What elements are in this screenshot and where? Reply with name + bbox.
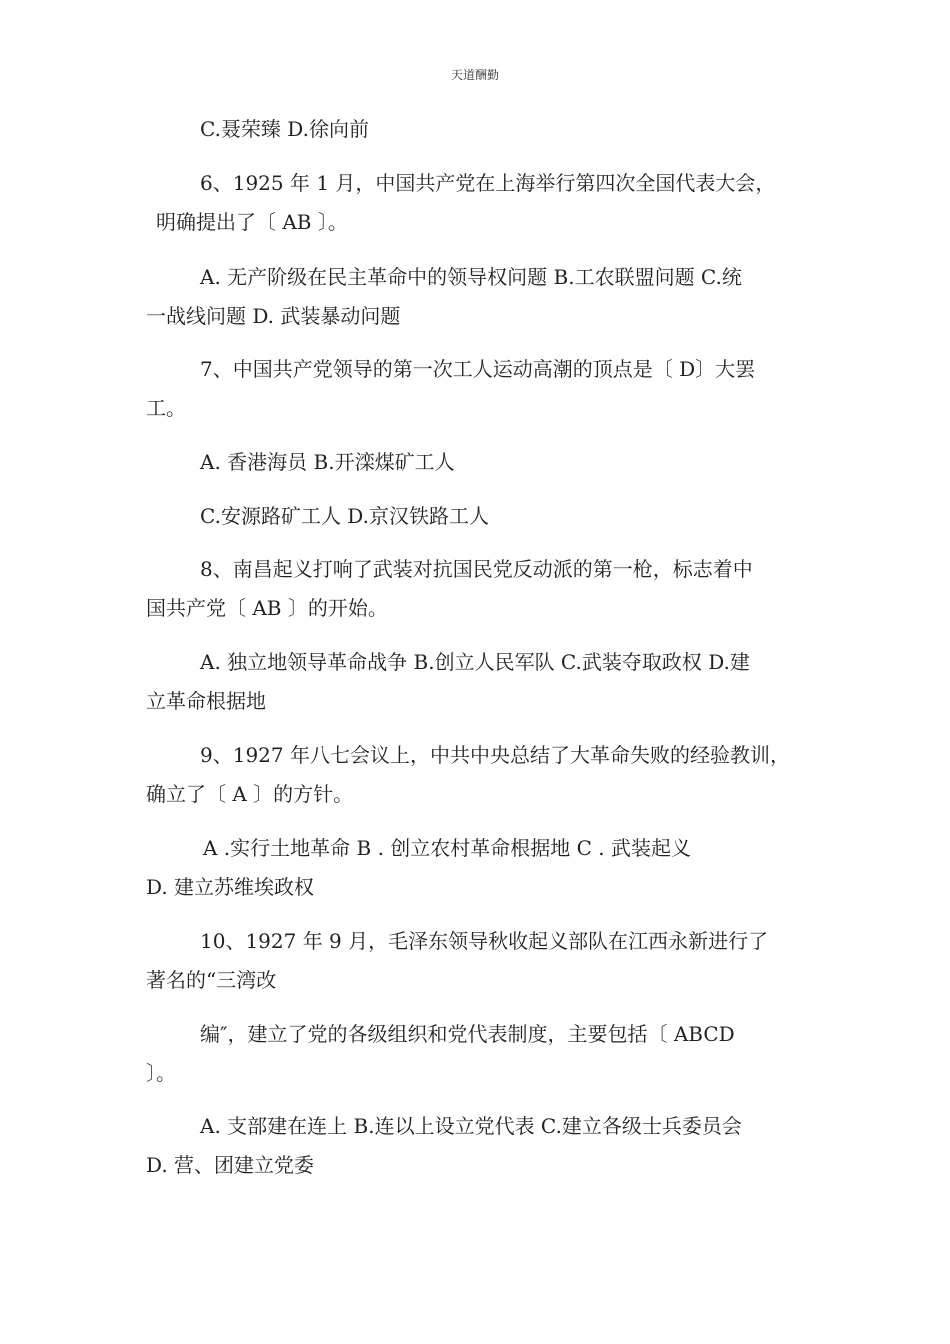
text-line-question-9-cont: 确立了〔 A 〕的方针。	[146, 782, 354, 806]
text-line-question-8-cont: 国共产党〔 AB 〕的开始。	[146, 596, 388, 620]
text-line-question-10-cont: 著名的“三湾改	[146, 968, 277, 992]
text-line-question-9-options-cont: D. 建立苏维埃政权	[146, 875, 315, 899]
text-line-question-6-cont: 明确提出了〔 AB 〕。	[156, 210, 348, 234]
text-line-question-10-cont2: 编″，建立了党的各级组织和党代表制度，主要包括〔 ABCD	[200, 1022, 735, 1046]
page-header: 天道酬勤	[450, 68, 499, 82]
text-line-question-7-options-cd: C.安源路矿工人 D.京汉铁路工人	[200, 504, 489, 528]
text-line-question-6-options: A. 无产阶级在民主革命中的领导权问题 B.工农联盟问题 C.统	[200, 265, 742, 289]
text-line-question-8-options: A. 独立地领导革命战争 B.创立人民军队 C.武装夺取政权 D.建	[200, 650, 750, 674]
text-line-question-10-cont3: 〕。	[146, 1061, 176, 1085]
text-line-question-8-options-cont: 立革命根据地	[146, 689, 266, 713]
text-line-question-7-cont: 工。	[146, 396, 186, 420]
text-line-question-8: 8、南昌起义打响了武装对抗国民党反动派的第一枪，标志着中	[200, 557, 753, 581]
text-line-question-10-options-cont: D. 营、团建立党委	[146, 1153, 315, 1177]
text-line-question-9-options: A .实行土地革命 B . 创立农村革命根据地 C . 武装起义	[203, 836, 692, 860]
text-line-question-9: 9、1927 年八七会议上，中共中央总结了大革命失败的经验教训，	[200, 743, 790, 767]
text-line-question-6-options-cont: 一战线问题 D. 武装暴动问题	[146, 304, 401, 328]
text-line-question-7: 7、中国共产党领导的第一次工人运动高潮的顶点是〔 D〕大罢	[200, 357, 756, 381]
text-line-question-10-options: A. 支部建在连上 B.连以上设立党代表 C.建立各级士兵委员会	[200, 1114, 742, 1138]
text-line-question-6: 6、1925 年 1 月，中国共产党在上海举行第四次全国代表大会，	[200, 171, 776, 195]
text-line-option-c-d: C.聂荣臻 D.徐向前	[200, 117, 369, 141]
text-line-question-7-options-ab: A. 香港海员 B.开滦煤矿工人	[200, 450, 455, 474]
text-line-question-10: 10、1927 年 9 月，毛泽东领导秋收起义部队在江西永新进行了	[200, 929, 769, 953]
